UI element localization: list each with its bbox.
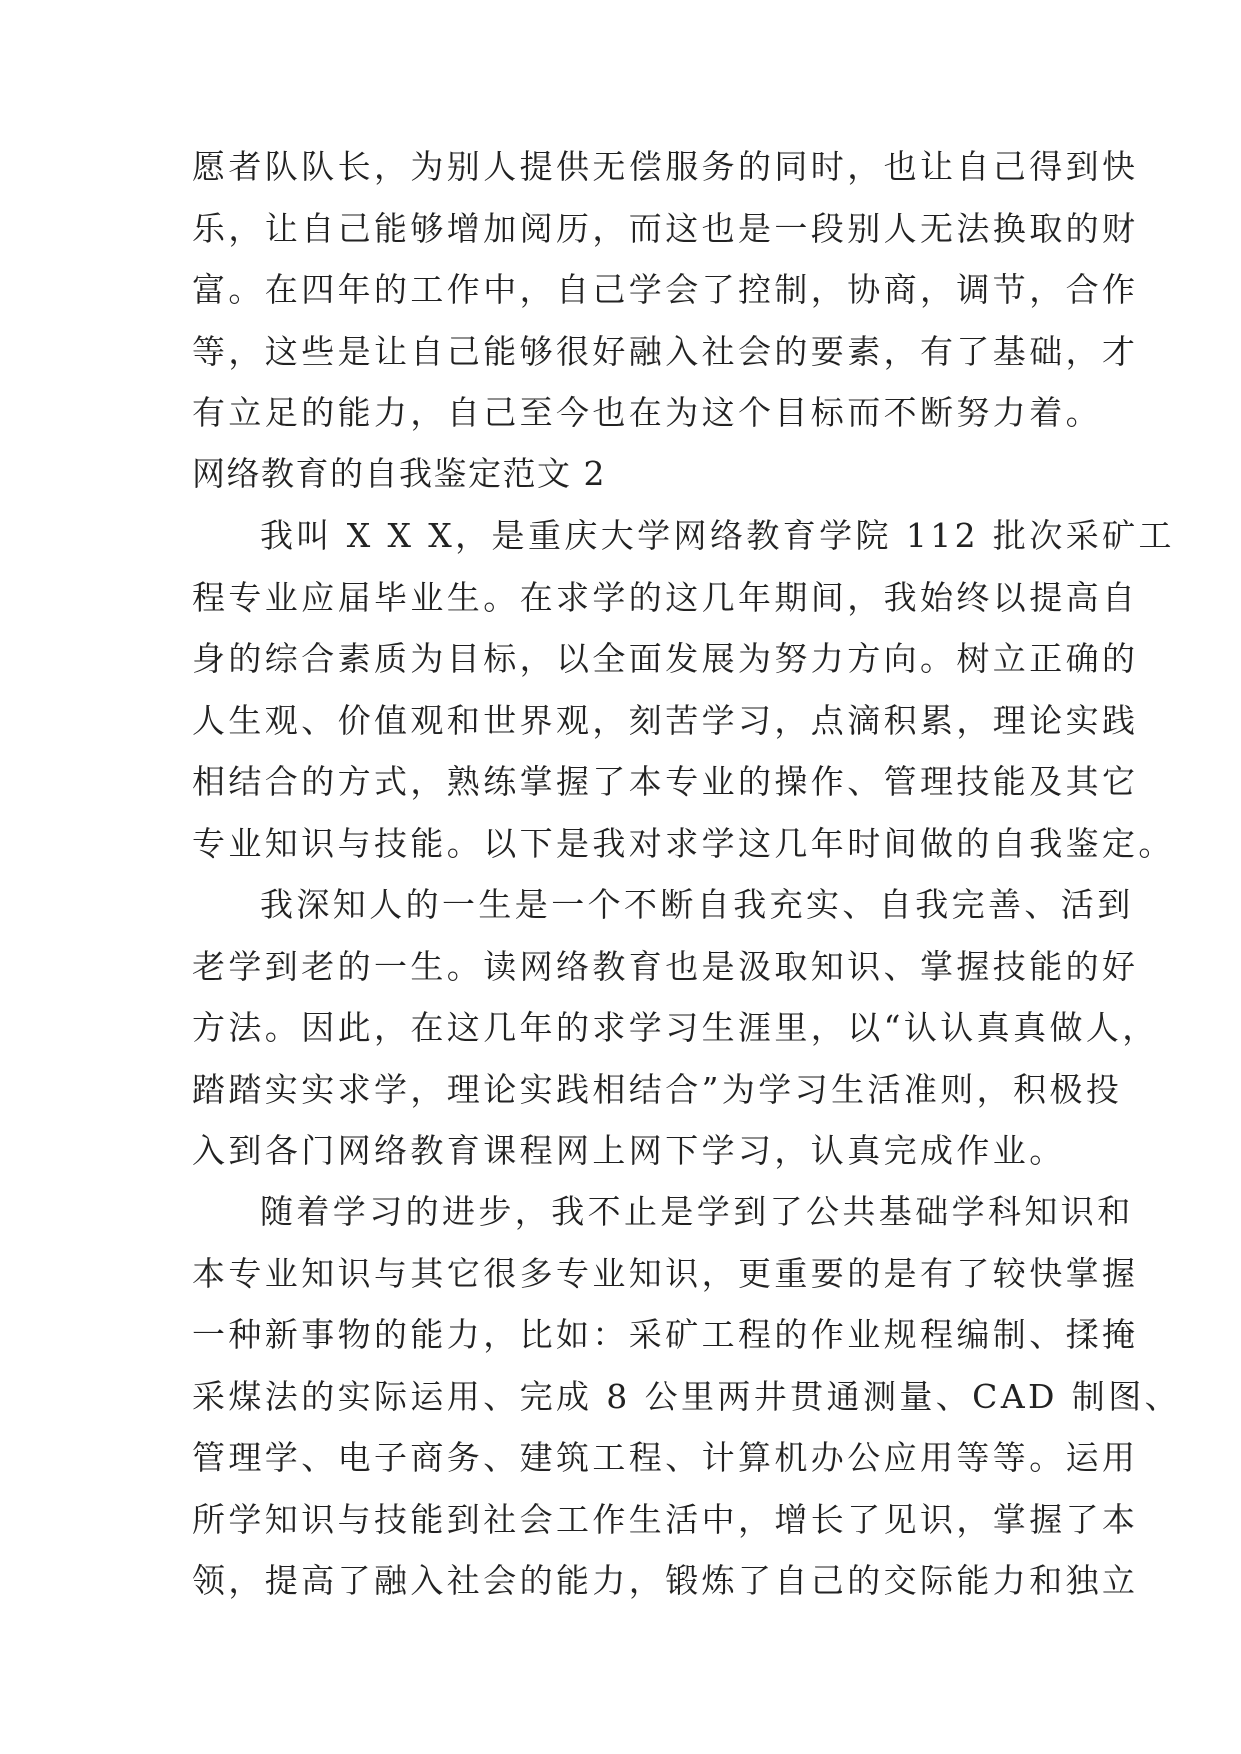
paragraph-learning-attitude xyxy=(192,874,1159,1182)
text-line: 专业知识与技能。以下是我对求学这几年时间做的自我鉴定。 xyxy=(192,823,1175,863)
text-line: 入到各门网络教育课程网上网下学习，认真完成作业。 xyxy=(192,1131,1066,1170)
text-line: 方法。因此，在这几年的求学习生涯里，以“认认真真做人， xyxy=(192,1008,1159,1047)
text-line: 采煤法的实际运用、完成 8 公里两井贯通测量、CAD 制图、 xyxy=(192,1376,1182,1416)
text-line: 身的综合素质为目标，以全面发展为努力方向。树立正确的 xyxy=(192,639,1139,678)
text-line: 相结合的方式，熟练掌握了本专业的操作、管理技能及其它 xyxy=(192,762,1139,801)
paragraph-volunteer-continuation xyxy=(192,136,1139,444)
paragraph-introduction xyxy=(192,505,1175,874)
text-line: 我深知人的一生是一个不断自我充实、自我完善、活到 xyxy=(260,885,1134,924)
section-heading: 网络教育的自我鉴定范文 2 xyxy=(192,454,606,493)
text-line: 我叫 X X X，是重庆大学网络教育学院 112 批次采矿工 xyxy=(260,516,1175,555)
text-line: 本专业知识与其它很多专业知识，更重要的是有了较快掌握 xyxy=(192,1253,1139,1293)
text-line: 踏踏实实求学，理论实践相结合”为学习生活准则，积极投 xyxy=(192,1069,1123,1109)
text-line: 等，这些是让自己能够很好融入社会的要素，有了基础，才 xyxy=(192,331,1139,371)
text-line: 乐，让自己能够增加阅历，而这也是一段别人无法换取的财 xyxy=(192,208,1139,248)
text-line: 随着学习的进步，我不止是学到了公共基础学科知识和 xyxy=(260,1192,1134,1231)
text-line: 所学知识与技能到社会工作生活中，增长了见识，掌握了本 xyxy=(192,1499,1139,1539)
text-line: 有立足的能力，自己至今也在为这个目标而不断努力着。 xyxy=(192,393,1102,432)
paragraph-learning-progress xyxy=(192,1181,1182,1612)
text-line: 一种新事物的能力，比如：采矿工程的作业规程编制、揉掩 xyxy=(192,1315,1139,1354)
text-line: 老学到老的一生。读网络教育也是汲取知识、掌握技能的好 xyxy=(192,946,1139,986)
text-line: 愿者队队长，为别人提供无偿服务的同时，也让自己得到快 xyxy=(192,147,1139,186)
text-line: 管理学、电子商务、建筑工程、计算机办公应用等等。运用 xyxy=(192,1438,1139,1477)
text-line: 领，提高了融入社会的能力，锻炼了自己的交际能力和独立 xyxy=(192,1561,1139,1600)
text-line: 人生观、价值观和世界观，刻苦学习，点滴积累，理论实践 xyxy=(192,700,1139,740)
text-line: 程专业应届毕业生。在求学的这几年期间，我始终以提高自 xyxy=(192,577,1139,617)
text-line: 富。在四年的工作中，自己学会了控制，协商，调节，合作 xyxy=(192,270,1139,309)
